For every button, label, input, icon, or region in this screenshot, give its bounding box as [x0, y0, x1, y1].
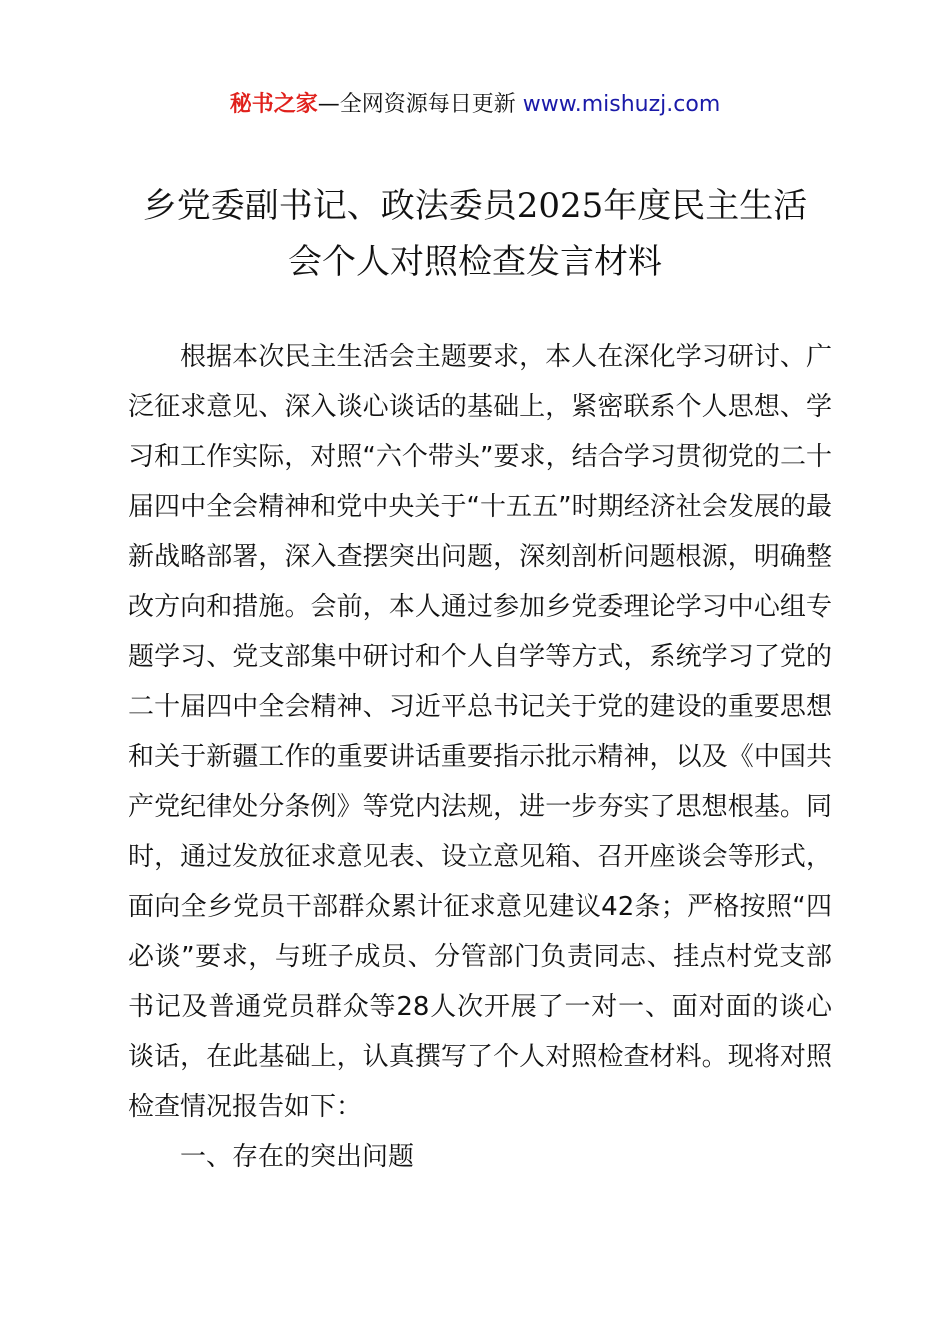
document-body [128, 332, 832, 1182]
site-header [0, 88, 950, 122]
brand-name: 秘书之家 [229, 92, 318, 117]
header-tagline: —全网资源每日更新 [317, 92, 516, 117]
title-line-2: 会个人对照检查发言材料 [288, 242, 662, 282]
section-heading-1: 一、存在的突出问题 [180, 1142, 415, 1172]
intro-paragraph: 根据本次民主生活会主题要求，本人在深化学习研讨、广泛征求意见、深入谈心谈话的基础上，紧密联系个人思想、学习和工作实际，对照“六个带头”要求，结合学习贯彻党的二十届四中全会精神和党中央关于“十五五”时期经济社会发展的最新战略部署，深入查摆突出问题，深刻剖析问题根源，明确整改方向和措施。会前，本人通过参加乡党委理论学习中心组专题学习、党支部集中研讨和个人自学等方式，系统学习了党的二十届四中全会精神、习近平总书记关于党的建设的重要思想和关于新疆工作的重要讲话重要指示批示精神，以及《中国共产党纪律处分条例》等党内法规，进一步夯实了思想根基。同时，通过发放征求意见表、设立意见箱、召开座谈会等形式，面向全乡党员干部群众累计征求意见建议42条；严格按照“四必谈”要求，与班子成员、分管部门负责同志、挂点村党支部书记及普通党员群众等28人次开展了一对一、面对面的谈心谈话，在此基础上，认真撰写了个人对照检查材料。现将对照检查情况报告如下： [128, 342, 832, 1122]
title-line-1: 乡党委副书记、政法委员2025年度民主生活 [142, 186, 808, 226]
document-title [110, 178, 840, 290]
site-url-link[interactable]: www.mishuzj.com [522, 92, 721, 117]
